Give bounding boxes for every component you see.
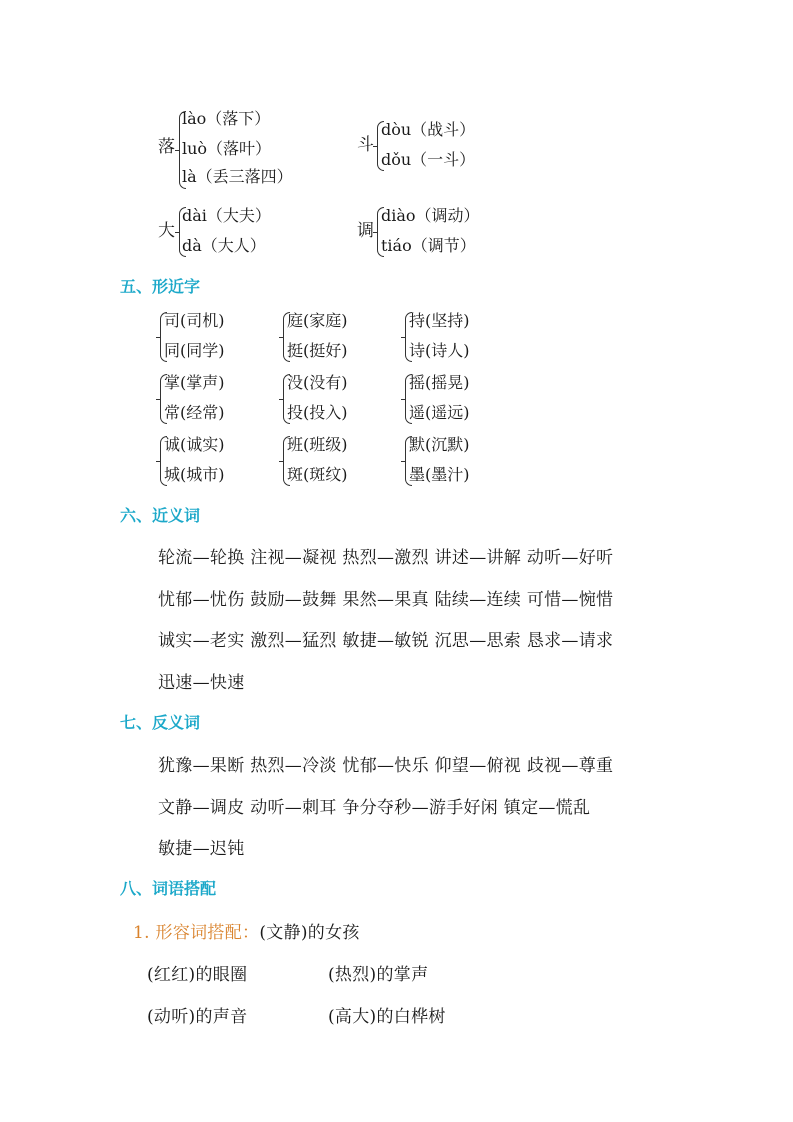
similar-char: 掌(掌声) xyxy=(164,373,225,392)
collocation-line xyxy=(133,918,360,943)
antonym-row: 犹豫—果断 热烈—冷淡 忧郁—快乐 仰望—俯视 歧视—尊重 xyxy=(158,756,614,776)
collocation-item: (高大)的白桦树 xyxy=(328,1007,446,1027)
collocation-item: (热烈)的掌声 xyxy=(328,965,429,985)
similar-char: 同(同学) xyxy=(164,341,225,360)
antonym-row: 敏捷—迟钝 xyxy=(158,839,245,859)
polyphone-char: 落 xyxy=(158,137,175,157)
polyphone-reading: dǒu（一斗） xyxy=(381,150,476,169)
antonym-row: 文静—调皮 动听—刺耳 争分夺秒—游手好闲 镇定—慌乱 xyxy=(158,798,591,818)
polyphone-reading: tiáo（调节） xyxy=(381,236,476,255)
similar-char: 庭(家庭) xyxy=(287,311,348,330)
similar-char: 遥(遥远) xyxy=(409,403,470,422)
synonym-row: 诚实—老实 激烈—猛烈 敏捷—敏锐 沉思—思索 恳求—请求 xyxy=(158,631,614,651)
similar-char: 班(班级) xyxy=(287,435,348,454)
similar-char: 默(沉默) xyxy=(409,435,470,454)
similar-char: 没(没有) xyxy=(287,373,348,392)
similar-char: 投(投入) xyxy=(287,403,348,422)
polyphone-char: 斗 xyxy=(357,135,374,155)
section-heading: 五、形近字 xyxy=(120,277,201,296)
synonym-row: 轮流—轮换 注视—凝视 热烈—激烈 讲述—讲解 动听—好听 xyxy=(158,548,614,568)
polyphone-reading: là（丢三落四） xyxy=(182,167,293,186)
polyphone-char: 大 xyxy=(158,221,175,241)
polyphone-reading: diào（调动） xyxy=(381,206,480,225)
synonym-row: 迅速—快速 xyxy=(158,673,245,693)
similar-char: 司(司机) xyxy=(164,311,225,330)
polyphone-reading: dòu（战斗） xyxy=(381,120,476,139)
similar-char: 城(城市) xyxy=(164,465,225,484)
section-heading: 六、近义词 xyxy=(120,506,201,525)
polyphone-reading: lào（落下） xyxy=(182,109,271,128)
similar-char: 诗(诗人) xyxy=(409,341,470,360)
similar-char: 常(经常) xyxy=(164,403,225,422)
collocation-item: (动听)的声音 xyxy=(147,1007,248,1027)
polyphone-reading: luò（落叶） xyxy=(182,139,272,158)
collocation-item: (文静)的女孩 xyxy=(259,923,360,943)
similar-char: 诚(诚实) xyxy=(164,435,225,454)
polyphone-reading: dài（大夫） xyxy=(182,206,271,225)
similar-char: 摇(摇晃) xyxy=(409,373,470,392)
similar-char: 墨(墨汁) xyxy=(409,465,470,484)
synonym-row: 忧郁—忧伤 鼓励—鼓舞 果然—果真 陆续—连续 可惜—惋惜 xyxy=(158,590,614,610)
collocation-label: 1. 形容词搭配： xyxy=(133,923,260,943)
collocation-item: (红红)的眼圈 xyxy=(147,965,248,985)
similar-char: 斑(斑纹) xyxy=(287,465,348,484)
similar-char: 挺(挺好) xyxy=(287,341,348,360)
similar-char: 持(坚持) xyxy=(409,311,470,330)
section-heading: 七、反义词 xyxy=(120,713,201,732)
polyphone-reading: dà（大人） xyxy=(182,236,266,255)
section-heading: 八、词语搭配 xyxy=(120,879,217,898)
polyphone-char: 调 xyxy=(357,221,374,241)
